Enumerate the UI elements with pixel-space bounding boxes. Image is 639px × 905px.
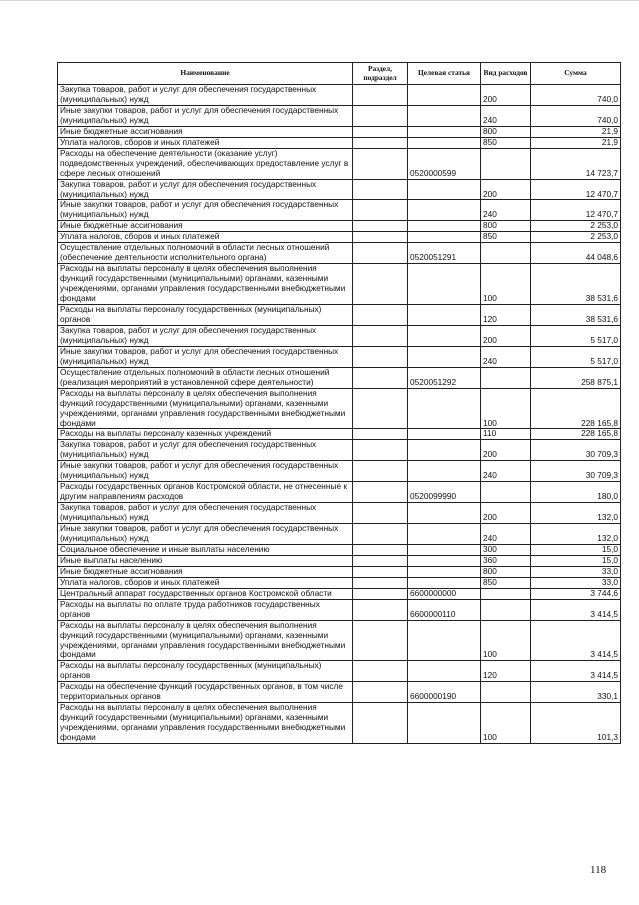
cell-kind: 100: [481, 703, 531, 744]
cell-section: [353, 461, 408, 482]
cell-name: Закупка товаров, работ и услуг для обеспечения государственных (муниципальных) нужд: [58, 503, 353, 524]
cell-kind: [481, 588, 531, 599]
cell-sum: 258 875,1: [531, 367, 621, 388]
cell-article: [408, 85, 481, 106]
table-row: [58, 461, 621, 482]
cell-kind: 240: [481, 105, 531, 126]
cell-section: [353, 137, 408, 148]
cell-name: Осуществление отдельных полномочий в области лесных отношений (реализация мероприятий в установленной сфере деятельности): [58, 367, 353, 388]
cell-article: [408, 179, 481, 200]
cell-sum: 132,0: [531, 503, 621, 524]
cell-sum: 44 048,6: [531, 243, 621, 264]
cell-sum: 3 744,6: [531, 588, 621, 599]
cell-sum: 15,0: [531, 544, 621, 555]
cell-name: Осуществление отдельных полномочий в области лесных отношений (обеспечение деятельности исполнительного органа): [58, 243, 353, 264]
cell-section: [353, 105, 408, 126]
cell-sum: 228 165,8: [531, 429, 621, 440]
cell-kind: 200: [481, 440, 531, 461]
cell-article: 0520051291: [408, 243, 481, 264]
cell-sum: 21,9: [531, 126, 621, 137]
cell-section: [353, 544, 408, 555]
cell-kind: 850: [481, 577, 531, 588]
cell-section: [353, 566, 408, 577]
cell-sum: 30 709,3: [531, 461, 621, 482]
cell-article: [408, 264, 481, 305]
cell-section: [353, 620, 408, 661]
table-row: [58, 577, 621, 588]
cell-kind: [481, 148, 531, 179]
cell-section: [353, 682, 408, 703]
table-row: [58, 346, 621, 367]
table-row: [58, 440, 621, 461]
cell-kind: [481, 243, 531, 264]
table-row: [58, 137, 621, 148]
table-row: [58, 544, 621, 555]
header-kind: Вид расходов: [481, 63, 531, 85]
cell-section: [353, 179, 408, 200]
cell-article: [408, 703, 481, 744]
cell-kind: 100: [481, 264, 531, 305]
cell-kind: 800: [481, 221, 531, 232]
cell-article: [408, 305, 481, 326]
cell-article: [408, 346, 481, 367]
cell-article: [408, 388, 481, 429]
table-row: [58, 243, 621, 264]
cell-name: Уплата налогов, сборов и иных платежей: [58, 232, 353, 243]
table-row: [58, 221, 621, 232]
table-row: [58, 482, 621, 503]
cell-article: 6600000110: [408, 599, 481, 620]
cell-name: Расходы на выплаты персоналу в целях обеспечения выполнения функций государственными (муниципальными) органами, казенными учреждениями, органами управления государственными внебюджетными фондами: [58, 703, 353, 744]
cell-sum: 3 414,5: [531, 661, 621, 682]
cell-kind: 120: [481, 305, 531, 326]
cell-name: Иные бюджетные ассигнования: [58, 126, 353, 137]
cell-article: [408, 544, 481, 555]
cell-kind: [481, 599, 531, 620]
cell-article: [408, 555, 481, 566]
cell-kind: 200: [481, 503, 531, 524]
cell-article: [408, 577, 481, 588]
cell-name: Социальное обеспечение и иные выплаты населению: [58, 544, 353, 555]
cell-section: [353, 388, 408, 429]
cell-sum: 15,0: [531, 555, 621, 566]
cell-sum: 740,0: [531, 85, 621, 106]
cell-article: [408, 232, 481, 243]
cell-kind: 120: [481, 661, 531, 682]
cell-article: [408, 503, 481, 524]
cell-section: [353, 599, 408, 620]
cell-article: [408, 461, 481, 482]
cell-name: Закупка товаров, работ и услуг для обеспечения государственных (муниципальных) нужд: [58, 85, 353, 106]
table-row: [58, 566, 621, 577]
cell-name: Расходы на выплаты персоналу казенных учреждений: [58, 429, 353, 440]
cell-article: [408, 566, 481, 577]
cell-section: [353, 232, 408, 243]
cell-name: Иные бюджетные ассигнования: [58, 566, 353, 577]
cell-article: [408, 325, 481, 346]
cell-name: Уплата налогов, сборов и иных платежей: [58, 137, 353, 148]
cell-kind: [481, 367, 531, 388]
table-row: [58, 179, 621, 200]
header-section: Раздел, подраздел: [353, 63, 408, 85]
cell-name: Иные закупки товаров, работ и услуг для обеспечения государственных (муниципальных) нужд: [58, 461, 353, 482]
table-row: [58, 682, 621, 703]
cell-kind: 100: [481, 388, 531, 429]
cell-kind: 200: [481, 179, 531, 200]
cell-name: Расходы на выплаты персоналу государственных (муниципальных) органов: [58, 305, 353, 326]
cell-sum: 33,0: [531, 566, 621, 577]
cell-article: [408, 200, 481, 221]
cell-article: [408, 620, 481, 661]
cell-article: [408, 440, 481, 461]
header-name: Наименование: [58, 63, 353, 85]
cell-sum: 228 165,8: [531, 388, 621, 429]
page-top-edge: [0, 0, 639, 5]
table-row: [58, 524, 621, 545]
cell-name: Закупка товаров, работ и услуг для обеспечения государственных (муниципальных) нужд: [58, 325, 353, 346]
cell-section: [353, 367, 408, 388]
cell-section: [353, 429, 408, 440]
cell-name: Центральный аппарат государственных органов Костромской области: [58, 588, 353, 599]
cell-article: [408, 524, 481, 545]
table-row: [58, 148, 621, 179]
table-row: [58, 264, 621, 305]
cell-section: [353, 440, 408, 461]
table-body: [58, 85, 621, 744]
cell-sum: 2 253,0: [531, 232, 621, 243]
cell-sum: 30 709,3: [531, 440, 621, 461]
cell-article: [408, 221, 481, 232]
cell-name: Иные закупки товаров, работ и услуг для обеспечения государственных (муниципальных) нужд: [58, 346, 353, 367]
cell-sum: 12 470,7: [531, 200, 621, 221]
cell-name: Расходы на выплаты персоналу в целях обеспечения выполнения функций государственными (муниципальными) органами, казенными учреждениями, органами управления государственными внебюджетными фондами: [58, 388, 353, 429]
table-header-row: [58, 63, 621, 85]
cell-section: [353, 305, 408, 326]
cell-sum: 101,3: [531, 703, 621, 744]
header-sum: Сумма: [531, 63, 621, 85]
cell-section: [353, 243, 408, 264]
cell-kind: 300: [481, 544, 531, 555]
cell-kind: [481, 482, 531, 503]
cell-article: [408, 105, 481, 126]
table-row: [58, 599, 621, 620]
cell-sum: 2 253,0: [531, 221, 621, 232]
cell-name: Иные бюджетные ассигнования: [58, 221, 353, 232]
cell-article: 0520099990: [408, 482, 481, 503]
cell-article: [408, 429, 481, 440]
cell-sum: 5 517,0: [531, 346, 621, 367]
cell-section: [353, 200, 408, 221]
table-row: [58, 703, 621, 744]
cell-article: 0520000599: [408, 148, 481, 179]
budget-table: [57, 62, 621, 744]
table-row: [58, 126, 621, 137]
cell-kind: 200: [481, 85, 531, 106]
cell-section: [353, 126, 408, 137]
cell-kind: 200: [481, 325, 531, 346]
table-row: [58, 85, 621, 106]
cell-article: 0520051292: [408, 367, 481, 388]
cell-name: Закупка товаров, работ и услуг для обеспечения государственных (муниципальных) нужд: [58, 440, 353, 461]
cell-sum: 21,9: [531, 137, 621, 148]
cell-section: [353, 555, 408, 566]
cell-name: Расходы на выплаты персоналу в целях обеспечения выполнения функций государственными (муниципальными) органами, казенными учреждениями, органами управления государственными внебюджетными фондами: [58, 620, 353, 661]
cell-name: Иные закупки товаров, работ и услуг для обеспечения государственных (муниципальных) нужд: [58, 524, 353, 545]
cell-name: Расходы государственных органов Костромской области, не отнесенные к другим направлениям расходов: [58, 482, 353, 503]
cell-section: [353, 482, 408, 503]
cell-kind: 240: [481, 200, 531, 221]
cell-sum: 38 531,6: [531, 305, 621, 326]
cell-name: Иные выплаты населению: [58, 555, 353, 566]
cell-sum: 3 414,5: [531, 620, 621, 661]
cell-section: [353, 703, 408, 744]
cell-name: Расходы на обеспечение деятельности (оказание услуг) подведомственных учреждений, обеспечивающих предоставление услуг в сфере лесных отношений: [58, 148, 353, 179]
table-row: [58, 232, 621, 243]
cell-kind: 800: [481, 566, 531, 577]
cell-kind: 850: [481, 137, 531, 148]
cell-name: Иные закупки товаров, работ и услуг для обеспечения государственных (муниципальных) нужд: [58, 200, 353, 221]
cell-section: [353, 661, 408, 682]
cell-section: [353, 85, 408, 106]
table-row: [58, 503, 621, 524]
cell-article: [408, 126, 481, 137]
cell-section: [353, 221, 408, 232]
cell-kind: 110: [481, 429, 531, 440]
table-row: [58, 661, 621, 682]
cell-kind: 360: [481, 555, 531, 566]
cell-sum: 33,0: [531, 577, 621, 588]
cell-section: [353, 325, 408, 346]
header-article: Целевая статья: [408, 63, 481, 85]
cell-name: Расходы на выплаты по оплате труда работников государственных органов: [58, 599, 353, 620]
table-row: [58, 429, 621, 440]
cell-article: [408, 137, 481, 148]
cell-name: Закупка товаров, работ и услуг для обеспечения государственных (муниципальных) нужд: [58, 179, 353, 200]
table-row: [58, 105, 621, 126]
cell-kind: [481, 682, 531, 703]
page-number: 118: [590, 864, 607, 876]
cell-sum: 740,0: [531, 105, 621, 126]
cell-article: 6600000190: [408, 682, 481, 703]
cell-name: Иные закупки товаров, работ и услуг для обеспечения государственных (муниципальных) нужд: [58, 105, 353, 126]
cell-kind: 800: [481, 126, 531, 137]
table-row: [58, 325, 621, 346]
cell-name: Расходы на выплаты персоналу в целях обеспечения выполнения функций государственными (муниципальными) органами, казенными учреждениями, органами управления государственными внебюджетными фондами: [58, 264, 353, 305]
cell-sum: 12 470,7: [531, 179, 621, 200]
cell-kind: 850: [481, 232, 531, 243]
cell-sum: 5 517,0: [531, 325, 621, 346]
cell-kind: 100: [481, 620, 531, 661]
cell-name: Расходы на обеспечение функций государственных органов, в том числе территориальных органов: [58, 682, 353, 703]
cell-sum: 330,1: [531, 682, 621, 703]
cell-sum: 38 531,6: [531, 264, 621, 305]
cell-section: [353, 148, 408, 179]
table-row: [58, 305, 621, 326]
cell-section: [353, 503, 408, 524]
cell-section: [353, 577, 408, 588]
table-row: [58, 367, 621, 388]
cell-section: [353, 264, 408, 305]
cell-section: [353, 524, 408, 545]
cell-name: Уплата налогов, сборов и иных платежей: [58, 577, 353, 588]
cell-kind: 240: [481, 524, 531, 545]
cell-section: [353, 588, 408, 599]
cell-kind: 240: [481, 346, 531, 367]
table-row: [58, 620, 621, 661]
cell-sum: 14 723,7: [531, 148, 621, 179]
table-row: [58, 200, 621, 221]
table-row: [58, 388, 621, 429]
cell-kind: 240: [481, 461, 531, 482]
table-row: [58, 555, 621, 566]
cell-section: [353, 346, 408, 367]
table-row: [58, 588, 621, 599]
cell-name: Расходы на выплаты персоналу государственных (муниципальных) органов: [58, 661, 353, 682]
cell-sum: 180,0: [531, 482, 621, 503]
cell-article: 6600000000: [408, 588, 481, 599]
cell-article: [408, 661, 481, 682]
cell-sum: 132,0: [531, 524, 621, 545]
cell-sum: 3 414,5: [531, 599, 621, 620]
